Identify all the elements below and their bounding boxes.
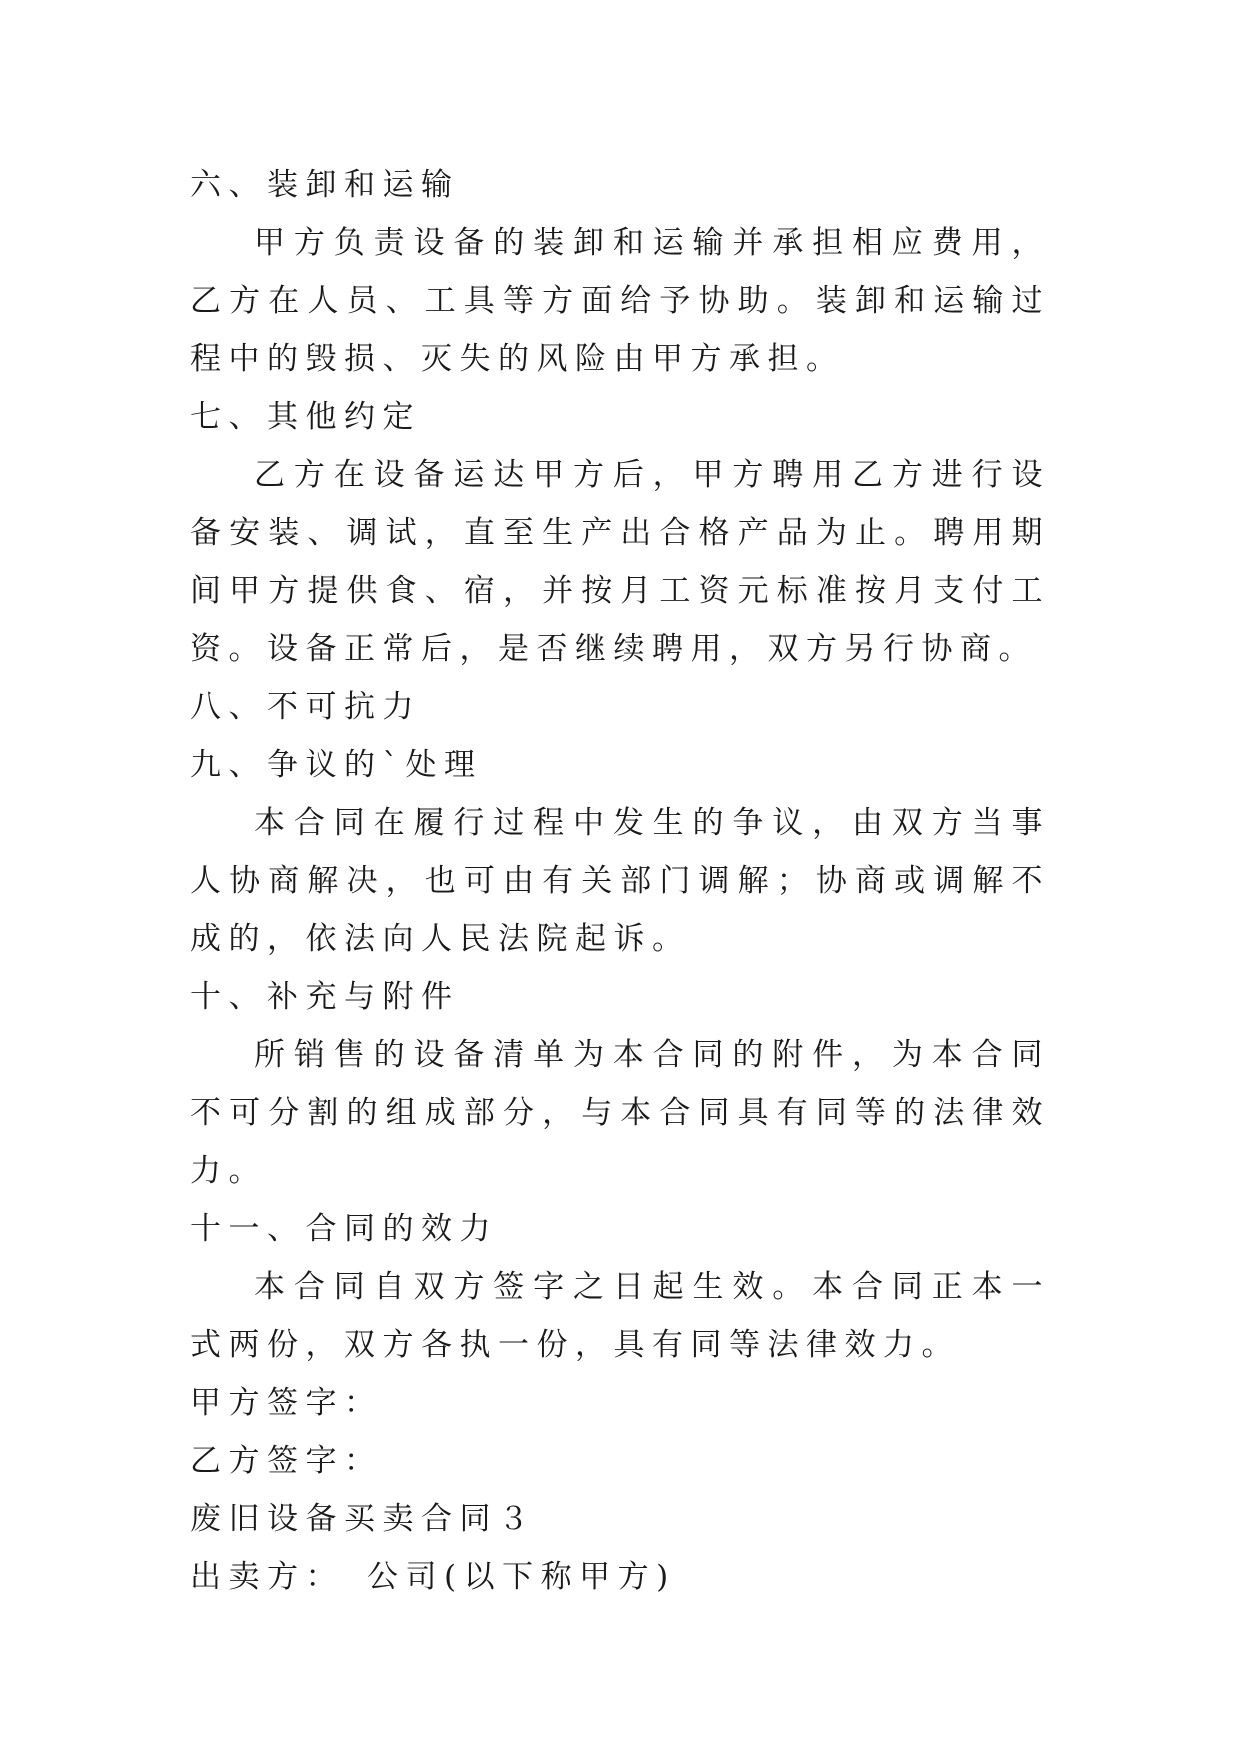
section-heading-supplements: 十、补充与附件 <box>190 979 460 1015</box>
party-a-signature-label: 甲方签字： <box>190 1385 383 1421</box>
document-body <box>190 156 1050 1606</box>
contract-title: 废旧设备买卖合同３ <box>190 1501 537 1537</box>
section-heading-validity: 十一、合同的效力 <box>190 1211 498 1247</box>
section-heading-force-majeure: 八、不可抗力 <box>190 689 421 725</box>
section-heading-other-terms: 七、其他约定 <box>190 399 421 435</box>
party-b-signature-label: 乙方签字： <box>190 1443 383 1479</box>
paragraph-disputes: 本合同在履行过程中发生的争议，由双方当事人协商解决，也可由有关部门调解；协商或调解不成的，依法向人民法院起诉。 <box>190 805 1050 957</box>
seller-line: 出卖方： 公司(以下称甲方) <box>190 1559 676 1595</box>
paragraph-loading-transport: 甲方负责设备的装卸和运输并承担相应费用，乙方在人员、工具等方面给予协助。装卸和运输过程中的毁损、灭失的风险由甲方承担。 <box>190 225 1050 377</box>
section-heading-disputes: 九、争议的`处理 <box>190 747 483 783</box>
section-heading-loading-transport: 六、装卸和运输 <box>190 167 460 203</box>
paragraph-other-terms: 乙方在设备运达甲方后，甲方聘用乙方进行设备安装、调试，直至生产出合格产品为止。聘用期间甲方提供食、宿，并按月工资元标准按月支付工资。设备正常后，是否继续聘用，双方另行协商。 <box>190 457 1050 667</box>
paragraph-validity: 本合同自双方签字之日起生效。本合同正本一式两份，双方各执一份，具有同等法律效力。 <box>190 1269 1050 1363</box>
paragraph-supplements: 所销售的设备清单为本合同的附件，为本合同不可分割的组成部分，与本合同具有同等的法律效力。 <box>190 1037 1050 1189</box>
